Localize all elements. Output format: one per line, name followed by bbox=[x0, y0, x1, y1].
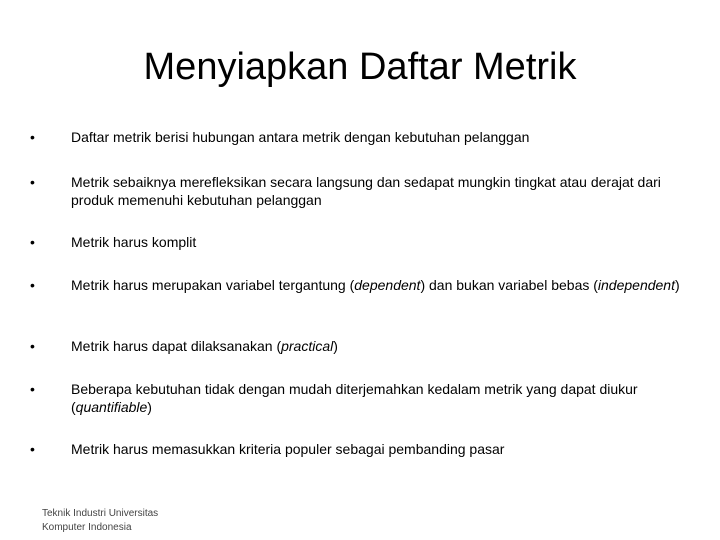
italic-term: independent bbox=[597, 277, 675, 293]
bullet-text bbox=[71, 233, 686, 251]
bullet-marker: • bbox=[30, 129, 35, 145]
bullet-text bbox=[71, 276, 686, 294]
italic-term: dependent bbox=[354, 277, 421, 293]
bullet-text-run: Metrik harus memasukkan kriteria populer sebagai pembanding pasar bbox=[71, 441, 505, 457]
bullet-text-run: Metrik harus komplit bbox=[71, 234, 197, 250]
bullet-marker: • bbox=[30, 338, 35, 354]
footer-line-2: Komputer Indonesia bbox=[42, 522, 132, 533]
bullet-marker: • bbox=[30, 277, 35, 293]
bullet-text-run: ) bbox=[674, 277, 680, 293]
bullet-text-run: ) dan bukan variabel bebas ( bbox=[420, 277, 598, 293]
bullet-marker: • bbox=[30, 234, 35, 250]
slide-title: Menyiapkan Daftar Metrik bbox=[143, 46, 577, 88]
bullet-text-run: ) bbox=[147, 399, 152, 415]
bullet-text-run: Metrik harus dapat dilaksanakan ( bbox=[71, 338, 282, 354]
footer-institution bbox=[42, 507, 242, 535]
bullet-text bbox=[71, 128, 686, 146]
bullet-text bbox=[71, 380, 686, 416]
bullet-marker: • bbox=[30, 174, 35, 190]
bullet-text-run: Metrik harus merupakan variabel tergantung ( bbox=[71, 277, 355, 293]
bullet-marker: • bbox=[30, 381, 35, 397]
bullet-text bbox=[71, 337, 686, 355]
bullet-text-run: Daftar metrik berisi hubungan antara metrik dengan kebutuhan pelanggan bbox=[71, 129, 530, 145]
bullet-text bbox=[71, 440, 686, 458]
bullet-text-run: Metrik sebaiknya merefleksikan secara langsung dan sedapat mungkin tingkat atau derajat dari produk memenuhi kebutuhan pelanggan bbox=[71, 174, 661, 208]
footer-line-1: Teknik Industri Universitas bbox=[42, 508, 159, 519]
bullet-text-run: Beberapa kebutuhan tidak dengan mudah diterjemahkan kedalam metrik yang dapat diukur ( bbox=[71, 381, 638, 415]
italic-term: practical bbox=[281, 338, 334, 354]
bullet-marker: • bbox=[30, 441, 35, 457]
italic-term: quantifiable bbox=[75, 399, 148, 415]
bullet-text bbox=[71, 173, 686, 209]
bullet-text-run: ) bbox=[333, 338, 338, 354]
